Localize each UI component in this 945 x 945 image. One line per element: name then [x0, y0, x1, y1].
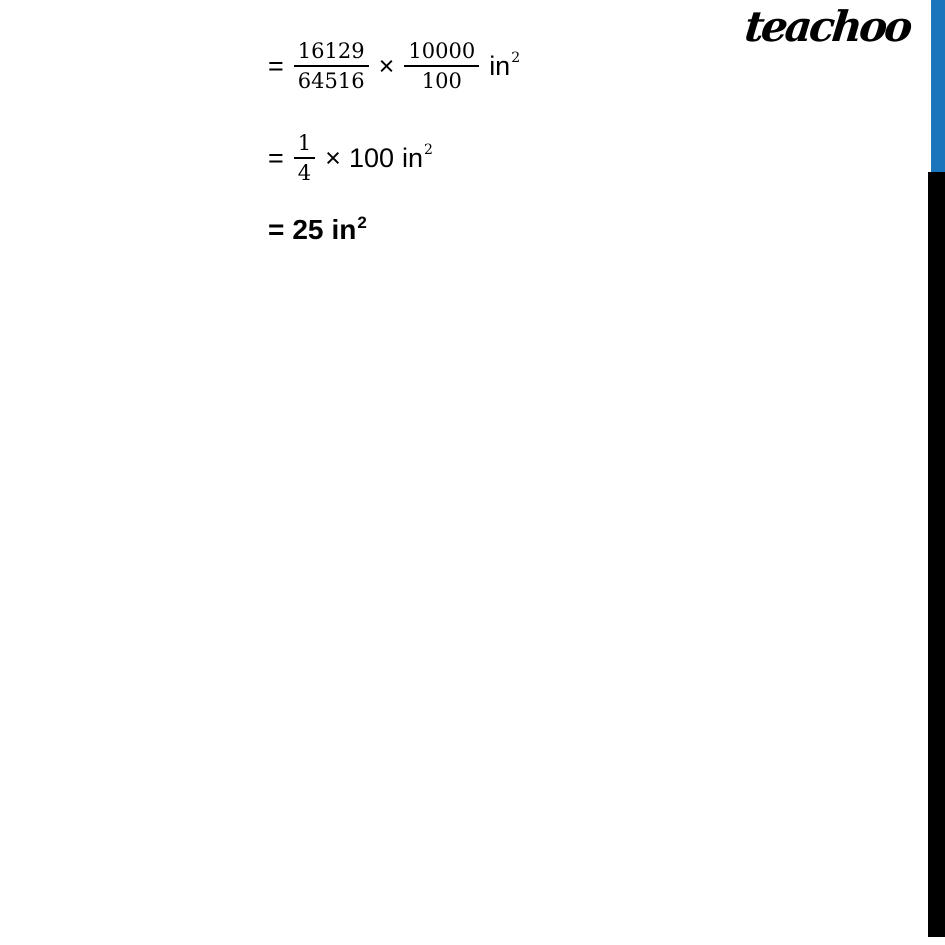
unit-label: in [489, 50, 511, 81]
multiply-sign: × [378, 50, 395, 81]
multiplier-value: 100 [348, 142, 394, 173]
fraction-denominator: 4 [297, 161, 312, 185]
unit-label: in [402, 142, 424, 173]
fraction-denominator: 64516 [297, 69, 365, 93]
superscript-2: 2 [511, 49, 521, 66]
fraction-numerator: 1 [294, 131, 315, 159]
equals-sign: = [268, 142, 284, 173]
result-value: 25 [292, 214, 324, 245]
fraction-numerator: 10000 [404, 39, 479, 67]
multiply-sign: × [325, 142, 341, 173]
fraction-16129-64516 [294, 39, 369, 93]
fraction-1-4 [294, 131, 315, 185]
unit-in-squared [402, 141, 433, 173]
fraction-denominator: 100 [421, 69, 462, 93]
equation-line-3-result [268, 212, 366, 248]
superscript-2: 2 [357, 213, 367, 232]
fraction-numerator: 16129 [294, 39, 369, 67]
unit-in-squared [489, 49, 521, 81]
fraction-10000-100 [404, 39, 479, 93]
teachoo-logo: teachoo [741, 2, 912, 51]
equals-sign: = [268, 50, 284, 81]
unit-label: in [331, 214, 357, 245]
equation-line-1 [268, 30, 519, 102]
accent-bar-black [928, 172, 945, 937]
accent-bar-blue [931, 0, 945, 172]
equation-line-2 [268, 124, 432, 192]
equals-sign: = [268, 214, 285, 245]
unit-in-squared [331, 213, 367, 245]
superscript-2: 2 [424, 141, 433, 158]
